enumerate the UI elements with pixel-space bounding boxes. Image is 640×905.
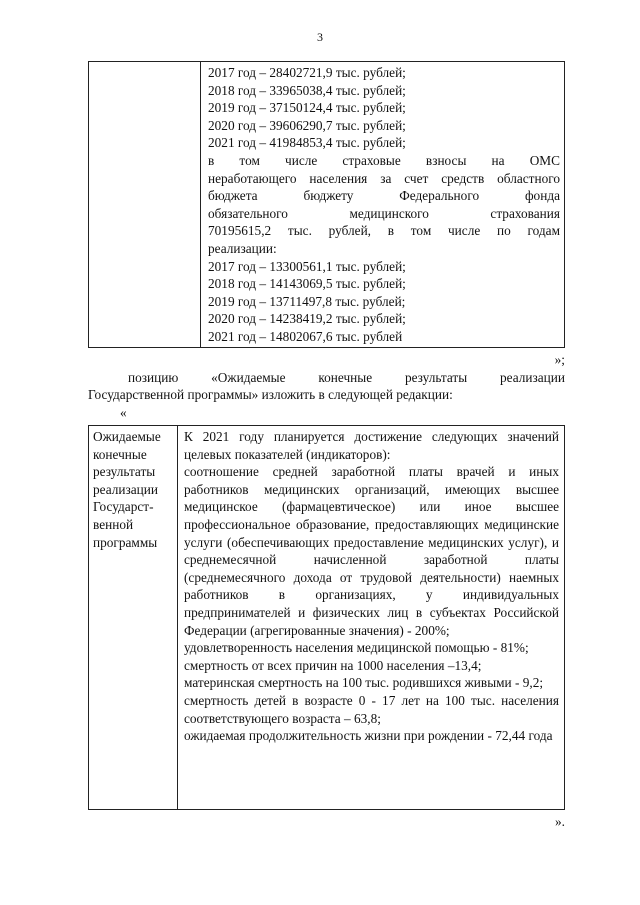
results-item: удовлетворенность населения медицинской помощью - 81%; [184, 640, 529, 656]
oms-contribution-text: реализации: [208, 240, 277, 256]
oms-contribution-text: неработающего населения за счет средств областного [208, 170, 560, 186]
financing-table [88, 61, 565, 348]
financing-table-value-cell [201, 62, 565, 348]
oms-contribution-text: бюджета бюджету Федерального фонда [208, 188, 560, 204]
closing-quote: ». [555, 814, 565, 829]
results-label-line: венной [93, 516, 134, 532]
funding-year-line: 2020 год – 39606290,7 тыс. рублей; [208, 117, 406, 133]
results-table-label-cell [89, 426, 178, 810]
funding-year-line: 2018 год – 33965038,4 тыс. рублей; [208, 82, 406, 98]
amendment-paragraph [88, 369, 565, 404]
financing-table-label-cell [89, 62, 201, 348]
results-item: смертность детей в возрасте 0 - 17 лет на 100 тыс. населения соответствующего возраста – 63,8; [184, 692, 559, 726]
funding-year-line: 2019 год – 37150124,4 тыс. рублей; [208, 100, 406, 116]
funding-year-line: 2021 год – 41984853,4 тыс. рублей; [208, 135, 406, 151]
results-item: ожидаемая продолжительность жизни при рождении - 72,44 года [184, 728, 553, 744]
oms-contribution-text: в том числе страховые взносы на ОМС [208, 152, 560, 168]
oms-year-line: 2019 год – 13711497,8 тыс. рублей; [208, 293, 406, 309]
oms-year-line: 2021 год – 14802067,6 тыс. рублей [208, 328, 403, 344]
oms-contribution-text: обязательного медицинского страхования [208, 205, 560, 221]
results-label-line: Государст- [93, 499, 154, 515]
amendment-paragraph-line: Государственной программы» изложить в следующей редакции: [88, 387, 453, 403]
results-item: материнская смертность на 100 тыс. родившихся живыми - 9,2; [184, 675, 544, 691]
closing-quote: »; [554, 352, 565, 367]
opening-quote: « [120, 405, 127, 420]
oms-year-line: 2017 год – 13300561,1 тыс. рублей; [208, 258, 406, 274]
results-label-line: результаты [93, 464, 156, 480]
results-item: смертность от всех причин на 1000 населения –13,4; [184, 657, 482, 673]
results-label-line: Ожидаемые [93, 429, 161, 444]
results-table-value-cell [178, 426, 565, 810]
results-label-line: конечные [93, 446, 147, 462]
oms-contribution-text: 70195615,2 тыс. рублей, в том числе по годам [208, 223, 560, 239]
page-number: 3 [317, 30, 323, 44]
results-item: К 2021 году планируется достижение следующих значений целевых показателей (индикаторов): [184, 429, 559, 462]
results-label-line: программы [93, 534, 158, 550]
results-table [88, 425, 565, 810]
amendment-paragraph-line: позицию «Ожидаемые конечные результаты реализации [128, 370, 565, 385]
results-label-line: реализации [93, 481, 158, 497]
results-item: соотношение средней заработной платы врачей и иных работников медицинских организаций, имеющих высшее медицинское (фармацевтическое) или иное высшее профессиональное образование, предоставляющих медицинские услуги (обеспечивающих предоставление медицинских услуг), и среднемесячной начисленной заработной платы (среднемесячного дохода от трудовой деятельности) наемных работников в организациях, у индивидуальных предпринимателей и физических лиц в субъектах Российской Федерации (агрегированные значения) - 200%; [184, 464, 559, 638]
funding-year-line: 2017 год – 28402721,9 тыс. рублей; [208, 65, 406, 80]
oms-year-line: 2020 год – 14238419,2 тыс. рублей; [208, 311, 406, 327]
oms-year-line: 2018 год – 14143069,5 тыс. рублей; [208, 276, 406, 292]
